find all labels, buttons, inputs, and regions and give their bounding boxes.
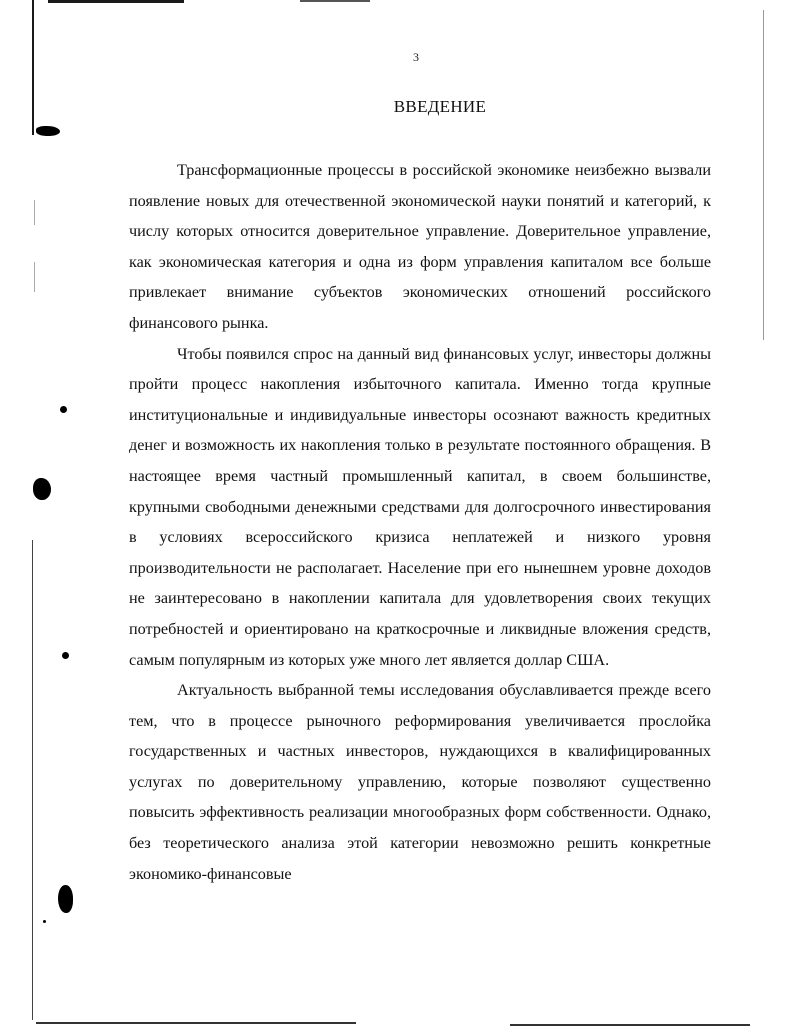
ink-speck (60, 406, 67, 413)
scan-border-top (48, 0, 184, 3)
paragraph: Чтобы появился спрос на данный вид финансовых услуг, инвесторы должны пройти процесс накопления избыточного капитала. Именно тогда крупные институциональные и индивидуальные инвесторы осознают важность кредитных денег и возможность их накопления только в результате постоянного обращения. В настоящее время частный промышленный капитал, в своем большинстве, крупными свободными денежными средствами для долгосрочного инвестирования в условиях всероссийского кризиса неплатежей и низкого уровня производительности не располагает. Население при его нынешнем уровне доходов не заинтересовано в накоплении капитала для удовлетворения своих текущих потребностей и ориентировано на краткосрочные и ликвидные вложения средств, самым популярным из которых уже много лет является доллар США. (129, 344, 711, 669)
paragraph: Трансформационные процессы в российской экономике неизбежно вызвали появление новых для отечественной экономической науки понятий и категорий, к числу которых относится доверительное управление. Доверительное управление, как экономическая категория и одна из форм управления капиталом все больше привлекает внимание субъектов экономических отношений российского финансового рынка. (129, 161, 711, 332)
scan-border-left-mid2 (34, 262, 35, 292)
scan-border-top-short (300, 0, 370, 2)
scan-border-bottom-left (36, 1022, 356, 1024)
page-number: 3 (413, 50, 419, 64)
ink-speck (43, 920, 46, 923)
ink-blot (58, 885, 73, 913)
scan-border-left (32, 540, 33, 1020)
scan-border-bottom-right (510, 1024, 750, 1026)
ink-mark (36, 126, 60, 136)
ink-speck (62, 652, 69, 659)
ink-blot (33, 478, 51, 500)
page-title: ВВЕДЕНИЕ (393, 97, 487, 116)
scan-border-left-mid (34, 200, 35, 225)
document-body (129, 155, 711, 889)
paragraph: Актуальность выбранной темы исследования обуславливается прежде всего тем, что в процессе рыночного реформирования увеличивается прослойка государственных и частных инвесторов, нуждающихся в квалифицированных услугах по доверительному управлению, которые позволяют существенно повысить эффективность реализации многообразных форм собственности. Однако, без теоретического анализа этой категории невозможно решить конкретные экономико-финансовые (129, 681, 711, 883)
